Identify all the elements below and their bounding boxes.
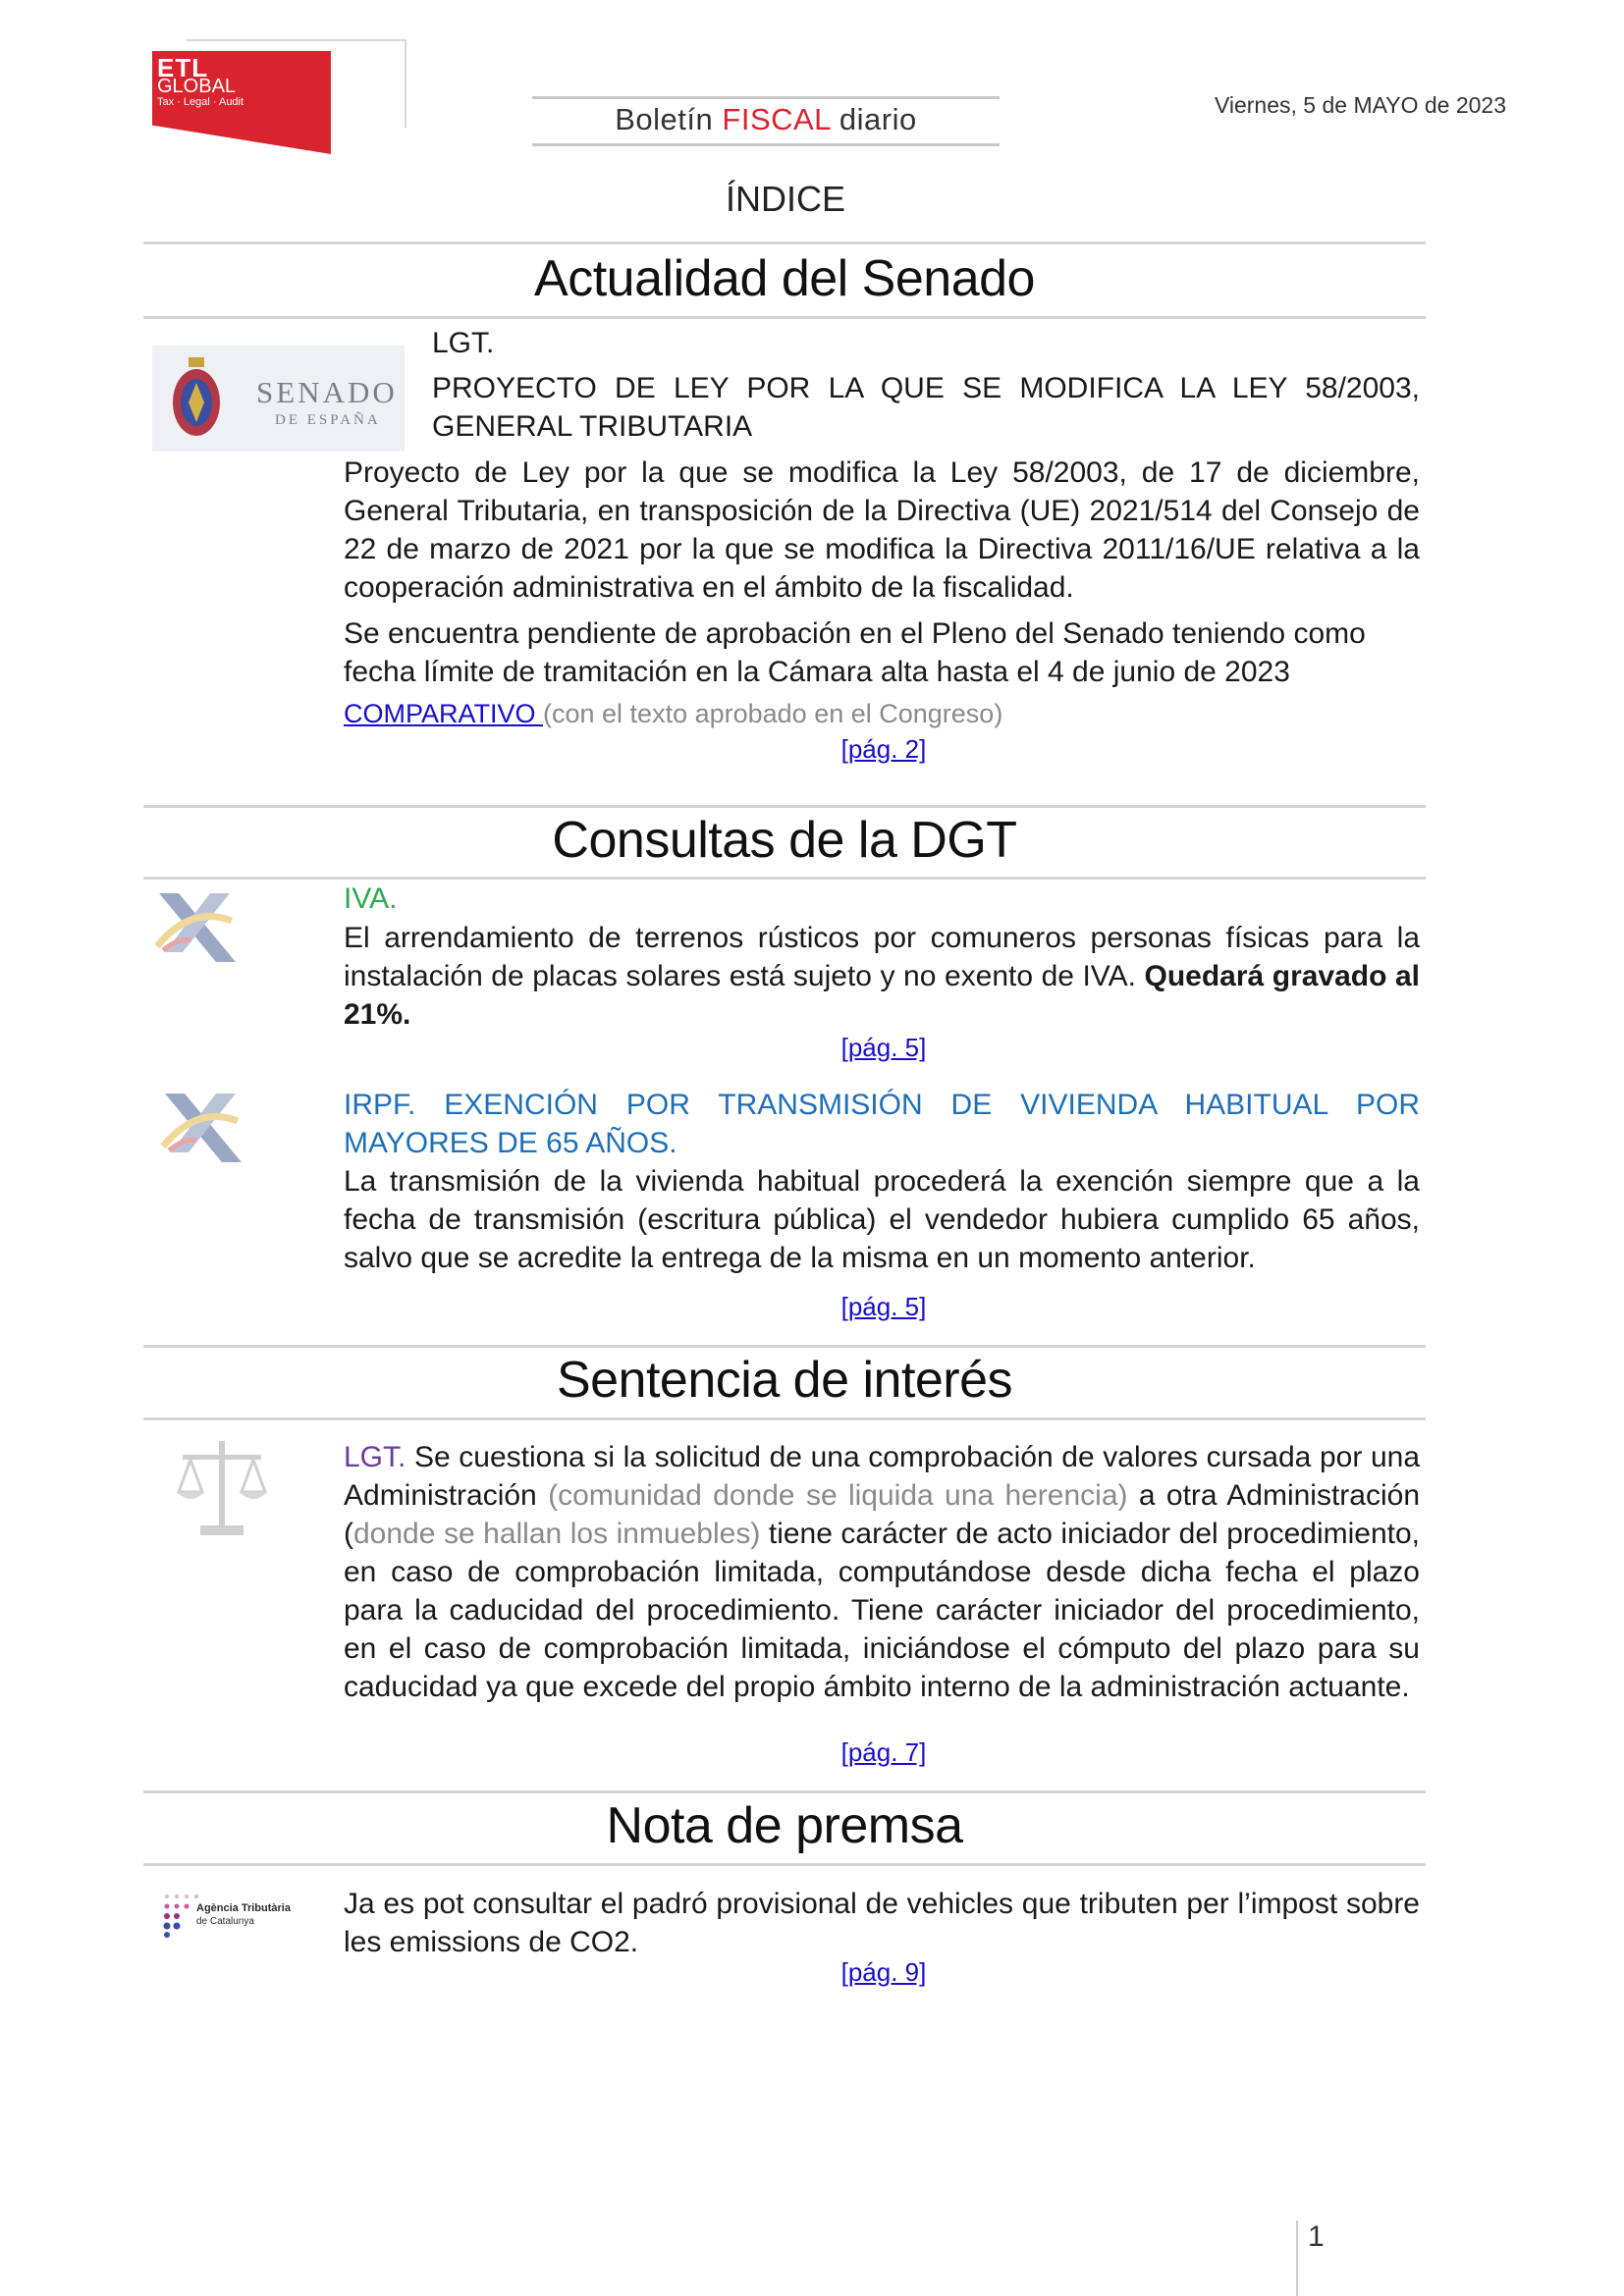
dgt-item2-page-link[interactable]: [pág. 5]: [840, 1292, 927, 1321]
dgt-item1-text: El arrendamiento de terrenos rústicos por comuneros personas físicas para la instalación de placas solares está sujeto y no exento de IVA. Quedará gravado al 21%.: [344, 922, 1421, 1031]
senado-page-link-wrap: [344, 734, 1424, 765]
section-rule: [143, 1345, 1426, 1348]
agencia-tributaria-catalunya-logo: [157, 1883, 304, 1949]
premsa-page-link[interactable]: [pág. 9]: [840, 1957, 927, 1987]
page-number: 1: [1308, 2220, 1325, 2253]
senado-paragraph-1: Proyecto de Ley por la que se modifica la Ley 58/2003, de 17 de diciembre, General Tributaria, en transposición de la Directiva (UE) 2021/514 del Consejo de 22 de marzo de 2021 por la que se modifica la Directiva 2011/16/UE relativa a la cooperación administrativa en el ámbito de la fiscalidad.: [344, 456, 1420, 604]
sentencia-page-link[interactable]: [pág. 7]: [840, 1737, 927, 1767]
senado-crest-icon: [167, 355, 226, 444]
section-rule: [143, 316, 1426, 319]
section-title-dgt: Consultas de la DGT: [552, 812, 1017, 869]
atc-dots-icon: [163, 1893, 206, 1938]
logo-tagline: Tax · Legal · Audit: [157, 96, 244, 108]
section-rule: [143, 1417, 1426, 1420]
sentencia-page-link-wrap: [344, 1737, 1424, 1768]
logo-global-text: GLOBAL: [157, 76, 237, 97]
agencia-tributaria-icon: [157, 1082, 245, 1170]
atc-logo-line1: Agència Tributària: [196, 1902, 291, 1914]
dgt-item1-bold: Quedará gravado al 21%.: [344, 960, 1421, 1031]
section-rule: [143, 1863, 1426, 1866]
senado-page-link[interactable]: [pág. 2]: [840, 734, 927, 764]
atc-logo-line2: de Catalunya: [196, 1916, 254, 1927]
section-rule: [143, 241, 1426, 244]
page-number-divider: [1296, 2220, 1298, 2296]
dgt-item2-heading: IRPF. EXENCIÓN POR TRANSMISIÓN DE VIVIENDA HABITUAL POR MAYORES DE 65 AÑOS.: [344, 1089, 1420, 1159]
section-title-senado: Actualidad del Senado: [534, 250, 1035, 307]
sentencia-tag: LGT.: [344, 1441, 406, 1473]
section-title-sentencia: Sentencia de interés: [556, 1352, 1013, 1409]
section-rule: [143, 877, 1426, 880]
section-rule: [143, 805, 1426, 808]
dgt-item1-tag: IVA.: [344, 882, 398, 915]
index-title: ÍNDICE: [725, 179, 845, 219]
senado-tag: LGT.: [432, 327, 495, 359]
senado-logo-word: SENADO: [256, 375, 398, 409]
comparativo-note: (con el texto aprobado en el Congreso): [543, 699, 1003, 728]
agencia-tributaria-icon: [151, 881, 240, 970]
logo-etl-text: ETL: [157, 53, 209, 82]
senado-logo: [152, 346, 405, 452]
bulletin-date: Viernes, 5 de MAYO de 2023: [1214, 92, 1506, 118]
premsa-text: Ja es pot consultar el padró provisional de vehicles que tributen per l’impost sobre les emissions de CO2.: [344, 1888, 1420, 1958]
section-title-premsa: Nota de premsa: [606, 1797, 963, 1854]
premsa-page-link-wrap: [344, 1957, 1424, 1988]
bulletin-rule-top: [532, 96, 1000, 99]
senado-headline: PROYECTO DE LEY POR LA QUE SE MODIFICA LA LEY 58/2003, GENERAL TRIBUTARIA: [432, 372, 1420, 443]
section-rule: [143, 1790, 1426, 1793]
bulletin-rule-bottom: [532, 143, 1000, 146]
comparativo-link[interactable]: COMPARATIVO: [344, 699, 544, 728]
dgt-item2-text: La transmisión de la vivienda habitual procederá la exención siempre que a la fecha de transmisión (escritura pública) el vendedor hubiera cumplido 65 años, salvo que se acredite la entrega de la misma en un momento anterior.: [344, 1165, 1420, 1274]
scales-of-justice-icon: [173, 1435, 271, 1543]
dgt-item1-page-link[interactable]: [pág. 5]: [840, 1033, 927, 1062]
dgt-item2-page-link-wrap: [344, 1292, 1424, 1322]
comparativo-line: [344, 699, 1002, 729]
sentencia-text: LGT. Se cuestiona si la solicitud de una comprobación de valores cursada por una Administración (comunidad donde se liquida una herencia) a otra Administración (donde se hallan los inmuebles) tiene carácter de acto iniciador del procedimiento, en caso de comprobación limitada, computándose desde dicha fecha el plazo para la caducidad del procedimiento. Tiene carácter iniciador del procedimiento, en el caso de comprobación limitada, iniciándose el cómputo del plazo para su caducidad ya que excede del propio ámbito interno de la administración actuante.: [344, 1441, 1421, 1703]
dgt-item1-page-link-wrap: [344, 1033, 1424, 1063]
bulletin-title: Boletín FISCAL diario: [615, 102, 917, 136]
senado-paragraph-2: Se encuentra pendiente de aprobación en el Pleno del Senado teniendo como fecha límite de tramitación en la Cámara alta hasta el 4 de junio de 2023: [344, 617, 1366, 688]
senado-logo-sub: DE ESPAÑA: [275, 412, 381, 428]
